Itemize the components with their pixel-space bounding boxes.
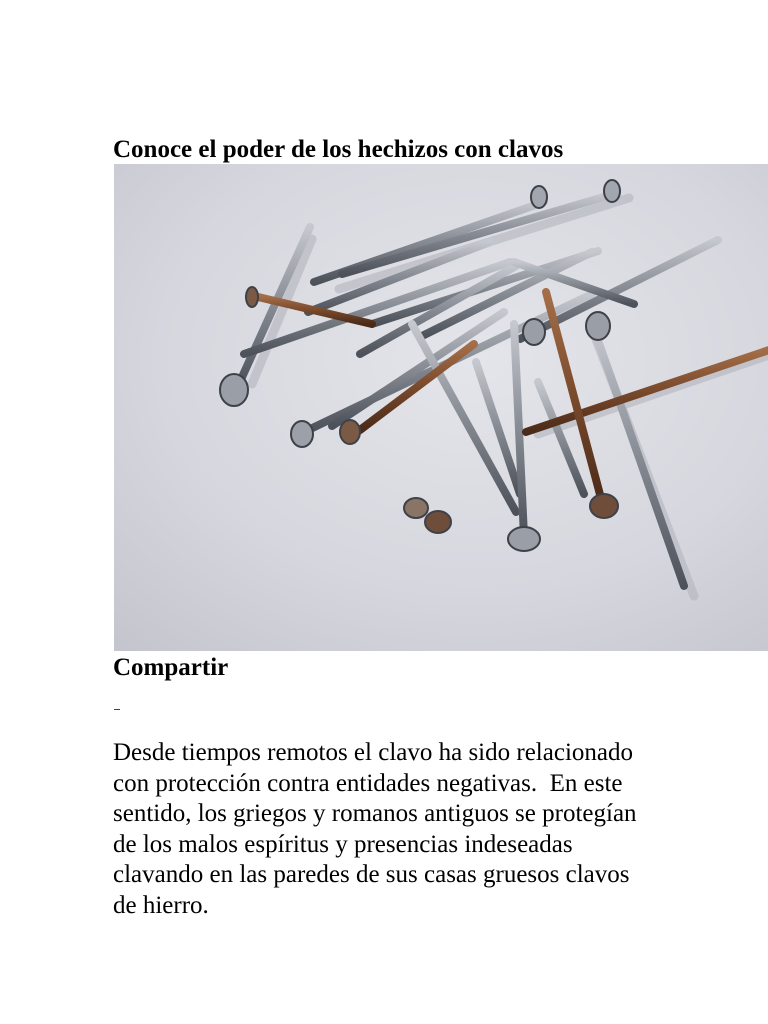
- body-line: de hierro.: [113, 891, 209, 919]
- body-line: sentido, los griegos y romanos antiguos se protegían: [113, 800, 637, 827]
- page-title: Conoce el poder de los hechizos con clavos: [113, 136, 564, 163]
- body-line: clavando en las paredes de sus casas gruesos clavos: [113, 861, 630, 888]
- body-paragraph: [113, 738, 673, 921]
- body-line: con protección contra entidades negativas. En este: [113, 769, 623, 797]
- nails-photo: [114, 164, 768, 651]
- share-heading: Compartir: [113, 654, 229, 681]
- share-link[interactable]: [114, 695, 120, 710]
- body-line: de los malos espíritus y presencias indeseadas: [113, 830, 573, 858]
- body-line: Desde tiempos remotos el clavo ha sido relacionado: [113, 739, 633, 766]
